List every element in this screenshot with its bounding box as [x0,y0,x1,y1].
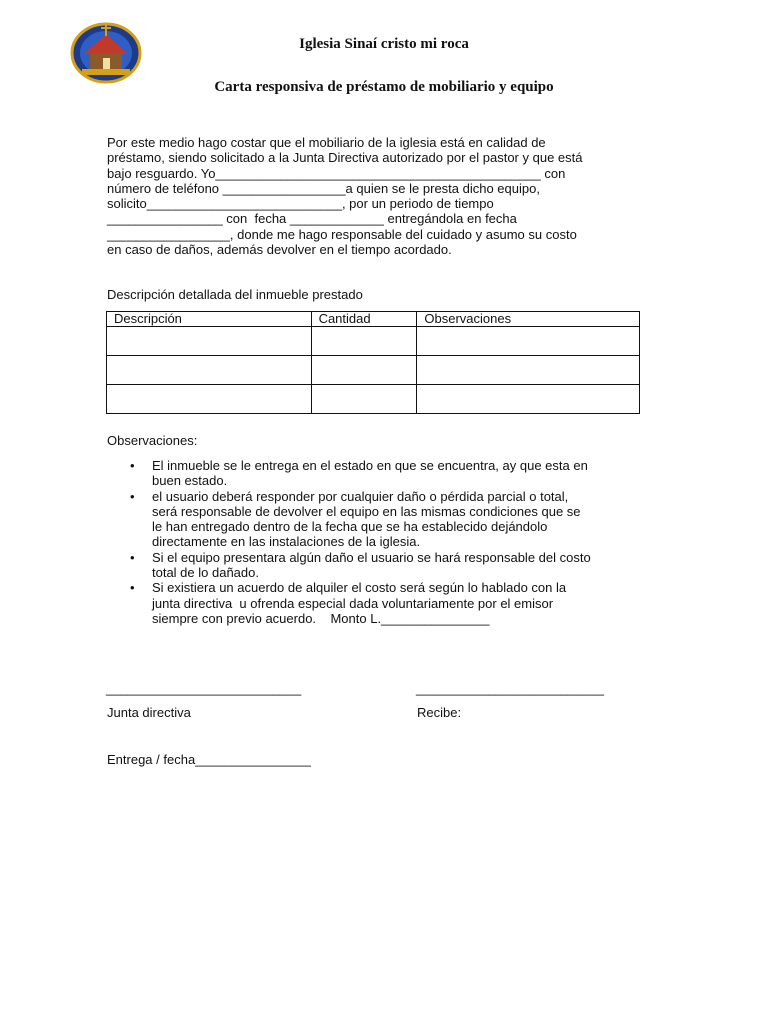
intro-line: ________________ con fecha _____________ entregándola en fecha [107,211,517,227]
intro-line: solicito___________________________, por un periodo de tiempo [107,196,494,212]
table-cell [417,356,640,385]
list-item [107,489,667,550]
list-item [107,580,667,626]
loan-items-table [106,311,640,414]
signature-line-board: ___________________________ [106,681,302,696]
table-cell [311,327,417,356]
list-item-line: siempre con previo acuerdo. Monto L._______________ [152,610,490,626]
observations-heading: Observaciones: [107,433,198,448]
table-header-row [107,312,640,327]
table-cell [417,327,640,356]
intro-paragraph [107,135,677,257]
intro-line: número de teléfono _________________a quien se le presta dicho equipo, [107,180,540,196]
list-item-line: será responsable de devolver el equipo en las mismas condiciones que se [152,503,581,519]
list-item-line: Si el equipo presentara algún daño el usuario se hará responsable del costo [152,549,591,565]
list-item [107,550,667,581]
column-header-description: Descripción [107,312,312,327]
table-row [107,356,640,385]
list-item-line: Si existiera un acuerdo de alquiler el costo será según lo hablado con la [152,580,567,596]
table-cell [107,385,312,414]
delivery-date-field: Entrega / fecha________________ [107,752,311,767]
table-cell [107,327,312,356]
intro-line: _________________, donde me hago responsable del cuidado y asumo su costo [107,226,577,242]
intro-line: Por este medio hago costar que el mobiliario de la iglesia está en calidad de [107,135,546,150]
bullet-icon: • [130,580,135,596]
table-cell [107,356,312,385]
table-row [107,385,640,414]
list-item-line: total de lo dañado. [152,565,259,581]
signature-label-board: Junta directiva [107,705,191,720]
table-row [107,327,640,356]
list-item-line: buen estado. [152,473,228,489]
signature-line-receiver: __________________________ [416,681,604,696]
table-caption: Descripción detallada del inmueble prestado [107,287,363,302]
signature-label-receiver: Recibe: [417,705,462,720]
table-cell [311,356,417,385]
bullet-icon: • [130,549,135,565]
list-item-line: junta directiva u ofrenda especial dada voluntariamente por el emisor [152,595,554,611]
list-item-line: El inmueble se le entrega en el estado en que se encuentra, ay que esta en [152,458,588,473]
intro-line: en caso de daños, además devolver en el tiempo acordado. [107,242,452,258]
church-name: Iglesia Sinaí cristo mi roca [299,36,469,52]
intro-line: préstamo, siendo solicitado a la Junta Directiva autorizado por el pastor y que está [107,150,583,166]
observations-list [107,458,667,626]
bullet-icon: • [130,458,135,473]
table-cell [417,385,640,414]
table-cell [311,385,417,414]
list-item-line: le han entregado dentro de la fecha que se ha establecido dejándolo [152,519,548,535]
document-title: Carta responsiva de préstamo de mobiliario y equipo [214,79,554,95]
list-item [107,458,667,489]
column-header-observations: Observaciones [417,312,640,327]
bullet-icon: • [130,488,135,504]
list-item-line: el usuario deberá responder por cualquier daño o pérdida parcial o total, [152,488,569,504]
list-item-line: directamente en las instalaciones de la iglesia. [152,534,421,550]
intro-line: bajo resguardo. Yo_____________________________________________ con [107,165,566,181]
column-header-quantity: Cantidad [311,312,417,327]
